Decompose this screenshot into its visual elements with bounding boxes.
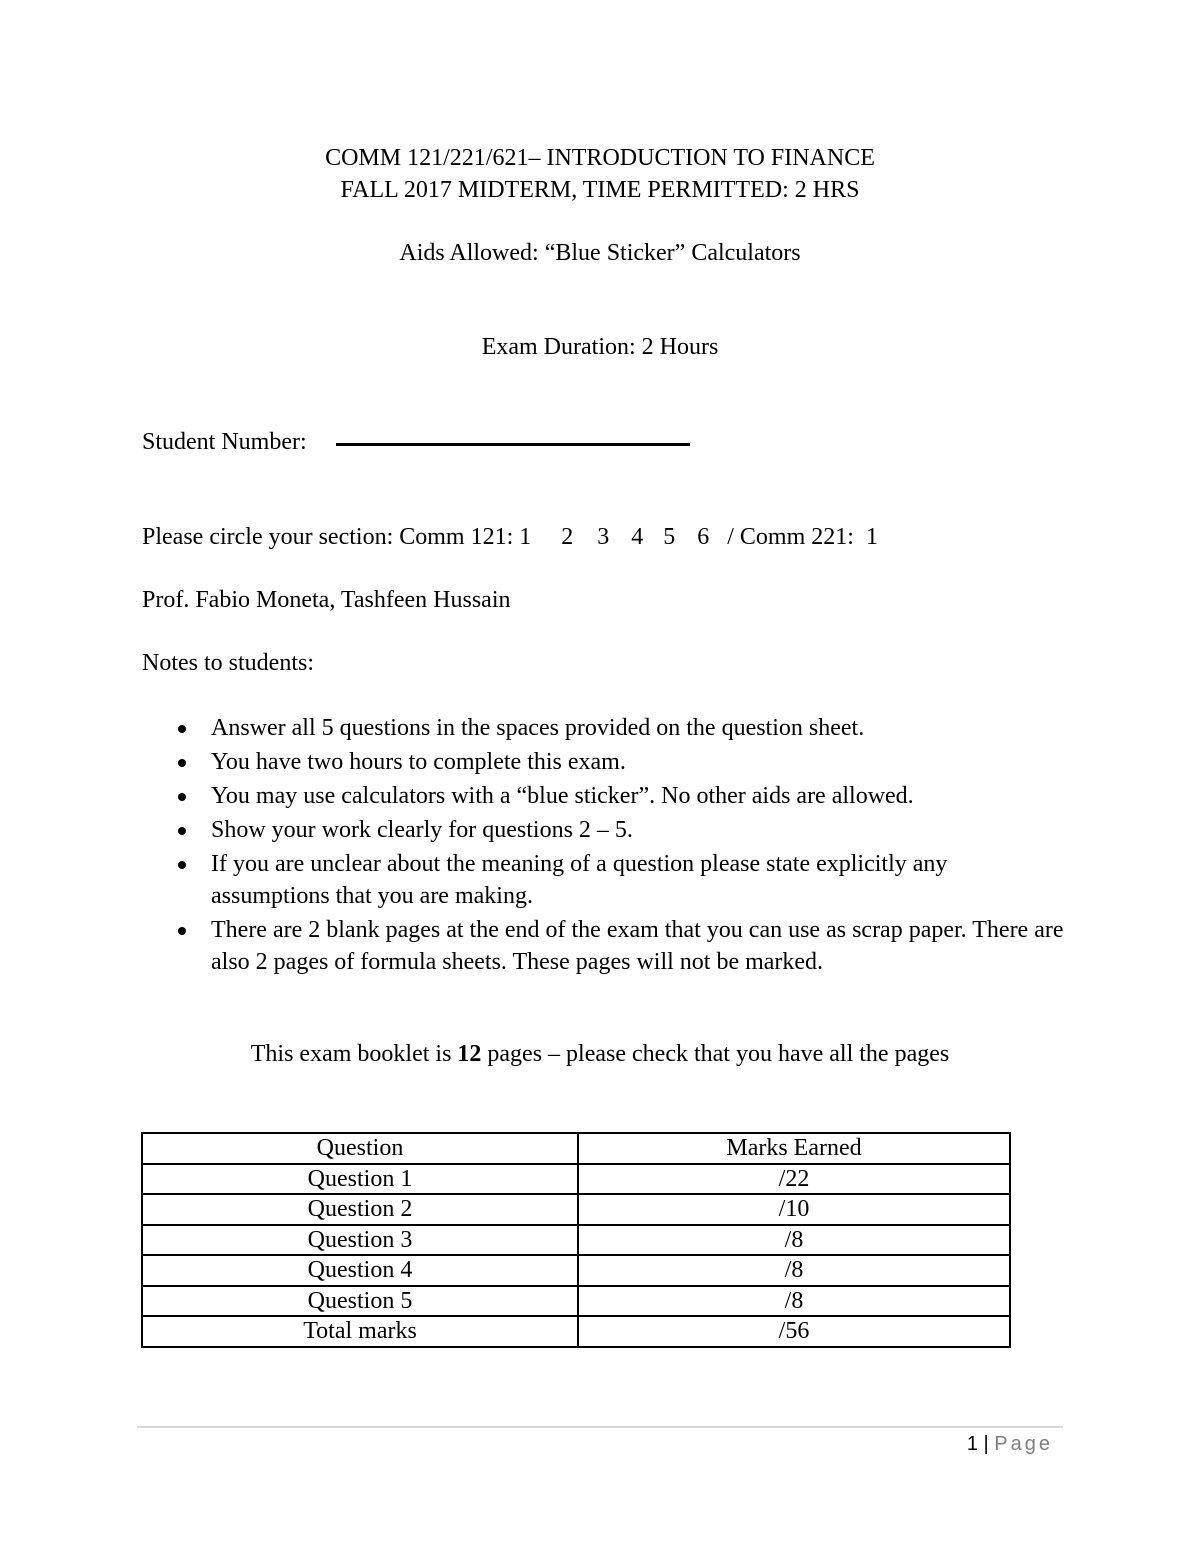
bullet-icon xyxy=(178,793,186,801)
bullet-icon xyxy=(178,927,186,935)
bullet-icon xyxy=(178,725,186,733)
page-word: Page xyxy=(994,1433,1053,1455)
marks-cell[interactable]: /8 xyxy=(578,1225,1010,1256)
section-option-121-6[interactable]: 6 xyxy=(697,524,710,550)
section-option-121-5[interactable]: 5 xyxy=(663,524,676,550)
page-number: 1 xyxy=(966,1433,978,1455)
question-cell: Question 5 xyxy=(142,1286,578,1317)
question-cell: Question 2 xyxy=(142,1194,578,1225)
student-number-label: Student Number: xyxy=(142,429,307,455)
marks-table xyxy=(141,1132,1011,1348)
list-item xyxy=(142,712,1072,744)
booklet-notice xyxy=(0,1038,1200,1070)
table-row xyxy=(142,1316,1010,1347)
section-option-121-1[interactable]: 1 xyxy=(519,524,532,550)
note-text: If you are unclear about the meaning of a question please state explicitly any assumptions that you are making. xyxy=(211,851,948,909)
marks-cell[interactable]: /8 xyxy=(578,1286,1010,1317)
marks-cell[interactable]: /22 xyxy=(578,1164,1010,1195)
list-item xyxy=(142,746,1072,778)
section-prompt: Please circle your section: Comm 121: xyxy=(142,524,514,550)
marks-cell[interactable]: /10 xyxy=(578,1194,1010,1225)
list-item xyxy=(142,848,1072,912)
question-cell: Question 4 xyxy=(142,1255,578,1286)
note-text: You may use calculators with a “blue sticker”. No other aids are allowed. xyxy=(211,783,914,809)
header-question: Question xyxy=(142,1133,578,1164)
table-row xyxy=(142,1164,1010,1195)
marks-cell[interactable]: /8 xyxy=(578,1255,1010,1286)
footer-separator: | xyxy=(983,1433,989,1455)
total-marks-cell[interactable]: /56 xyxy=(578,1316,1010,1347)
section-option-121-3[interactable]: 3 xyxy=(597,524,610,550)
table-header-row xyxy=(142,1133,1010,1164)
table-row xyxy=(142,1255,1010,1286)
student-number-field[interactable] xyxy=(336,443,690,446)
professors: Prof. Fabio Moneta, Tashfeen Hussain xyxy=(142,587,511,613)
course-title: COMM 121/221/621– INTRODUCTION TO FINANCE xyxy=(325,145,875,171)
note-text: Answer all 5 questions in the spaces provided on the question sheet. xyxy=(211,715,865,741)
section-option-121-4[interactable]: 4 xyxy=(631,524,644,550)
note-text: There are 2 blank pages at the end of the exam that you can use as scrap paper. There are also 2 pages of formula sheets. These pages will not be marked. xyxy=(211,917,1064,975)
bullet-icon xyxy=(178,827,186,835)
notes-list xyxy=(142,712,1072,980)
section-option-121-2[interactable]: 2 xyxy=(561,524,574,550)
table-row xyxy=(142,1194,1010,1225)
question-cell: Question 3 xyxy=(142,1225,578,1256)
booklet-page-count: 12 xyxy=(457,1041,482,1067)
aids-allowed: Aids Allowed: “Blue Sticker” Calculators xyxy=(399,240,801,266)
table-row xyxy=(142,1286,1010,1317)
section-selector xyxy=(142,521,878,553)
notes-heading: Notes to students: xyxy=(142,650,314,676)
list-item xyxy=(142,914,1072,978)
section-separator: / Comm 221: xyxy=(727,524,854,550)
header-marks-earned: Marks Earned xyxy=(578,1133,1010,1164)
section-option-221-1[interactable]: 1 xyxy=(865,524,878,550)
booklet-text-before: This exam booklet is xyxy=(250,1041,458,1067)
booklet-text-after: pages – please check that you have all the pages xyxy=(481,1041,950,1067)
bullet-icon xyxy=(178,759,186,767)
page-footer xyxy=(967,1430,1053,1458)
note-text: Show your work clearly for questions 2 – 5. xyxy=(211,817,633,843)
list-item xyxy=(142,780,1072,812)
exam-title: FALL 2017 MIDTERM, TIME PERMITTED: 2 HRS xyxy=(340,177,860,203)
exam-duration: Exam Duration: 2 Hours xyxy=(481,334,719,360)
footer-divider xyxy=(137,1426,1063,1428)
table-row xyxy=(142,1225,1010,1256)
total-label-cell: Total marks xyxy=(142,1316,578,1347)
bullet-icon xyxy=(178,861,186,869)
question-cell: Question 1 xyxy=(142,1164,578,1195)
list-item xyxy=(142,814,1072,846)
note-text: You have two hours to complete this exam. xyxy=(211,749,626,775)
